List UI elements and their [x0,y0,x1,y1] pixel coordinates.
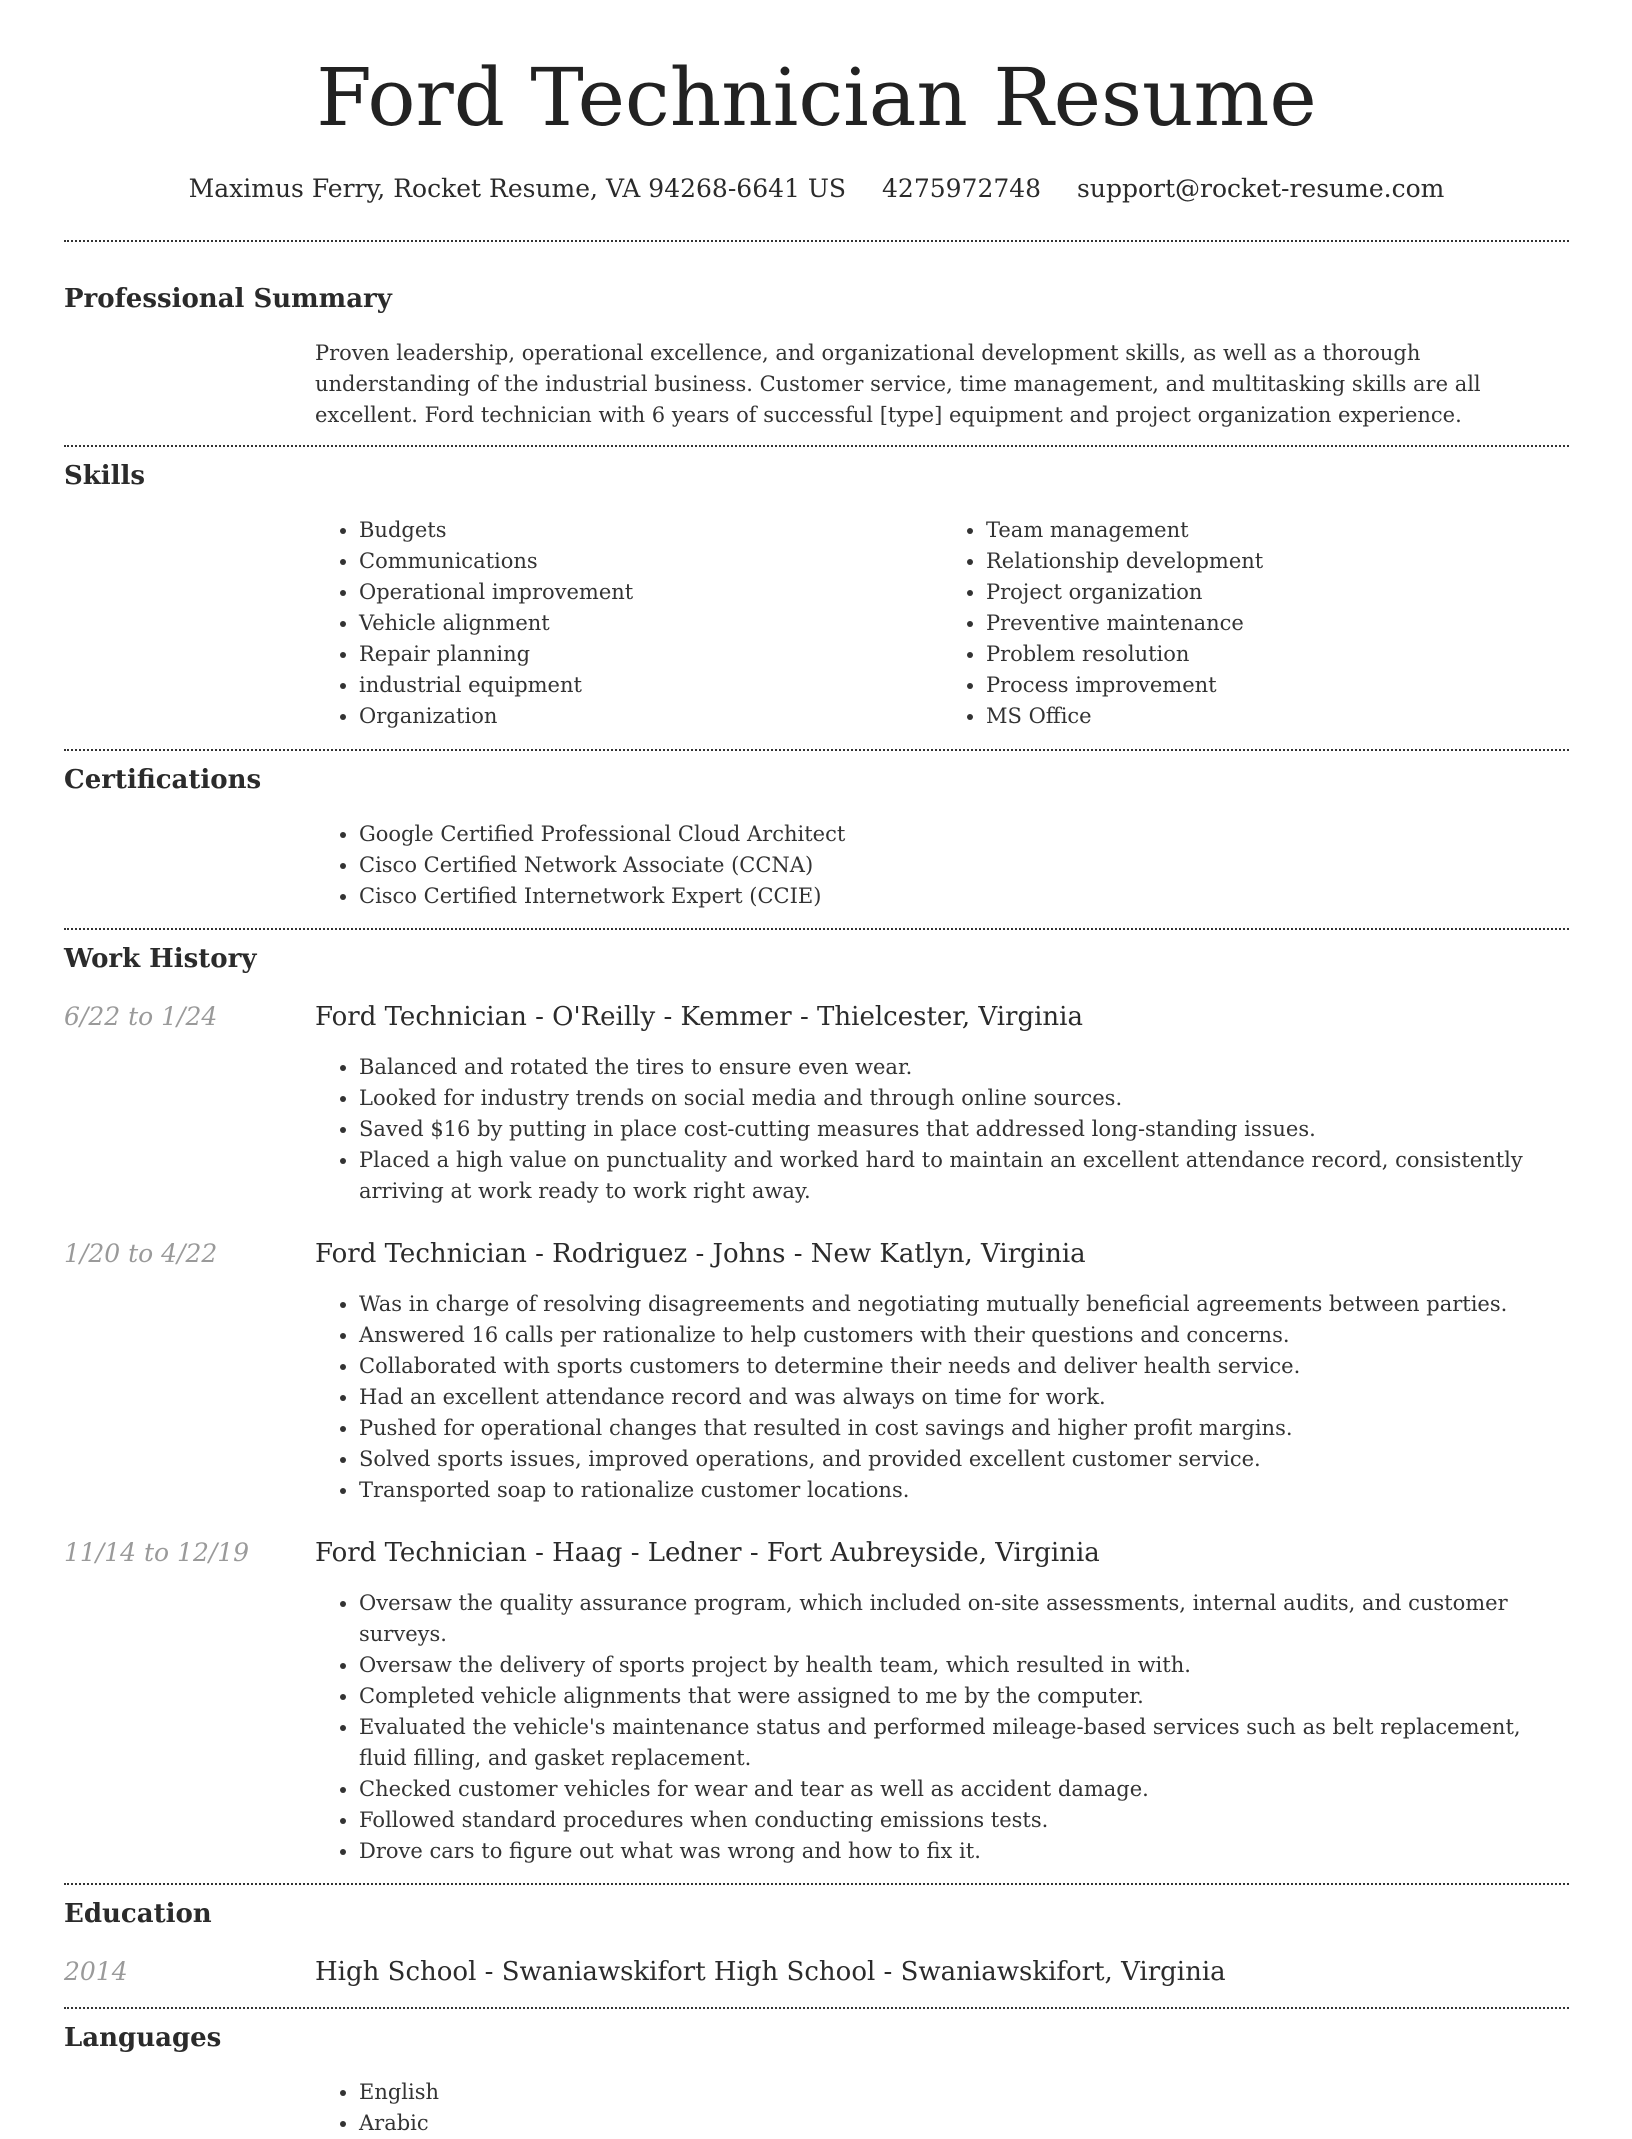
resume-page [64,0,1569,2139]
divider [64,1883,1569,1885]
job-header [64,1538,1569,1568]
contact-email: support@rocket-resume.com [1077,174,1445,203]
job-bullet: • Looked for industry trends on social media and through online sources. [359,1083,1569,1114]
job-bullet: • Collaborated with sports customers to determine their needs and deliver health service. [359,1351,1569,1382]
job-bullet: • Placed a high value on punctuality and worked hard to maintain an excellent attendance record, consistently arriving at work ready to work right away. [359,1145,1569,1207]
skill-item: • Operational improvement [359,577,942,608]
job-bullet: • Balanced and rotated the tires to ensure even wear. [359,1052,1569,1083]
job-bullet: • Checked customer vehicles for wear and tear as well as accident damage. [359,1774,1569,1805]
job-bullet: • Solved sports issues, improved operations, and provided excellent customer service. [359,1444,1569,1475]
job-bullet: • Saved $16 by putting in place cost-cutting measures that addressed long-standing issues. [359,1114,1569,1145]
language-item: • Arabic [359,2108,1569,2139]
certifications-heading: Certifications [64,765,262,795]
jobs-container [64,1002,1569,1867]
certifications-section [64,767,1569,912]
job-bullet: • Completed vehicle alignments that were assigned to me by the computer. [359,1681,1569,1712]
education-entry [64,1957,1569,1987]
skills-columns [315,515,1569,732]
skill-item: • Problem resolution [986,639,1569,670]
skill-item: • Project organization [986,577,1569,608]
certifications-list [315,819,1569,912]
job-bullets [315,1289,1569,1506]
contact-phone: 4275972748 [882,174,1042,203]
job-header [64,1239,1569,1269]
education-section [64,1901,1569,1987]
job-title: Ford Technician - O'Reilly - Kemmer - Thielcester, Virginia [315,1002,1083,1032]
languages-heading: Languages [64,2023,222,2053]
job-title: Ford Technician - Haag - Ledner - Fort Aubreyside, Virginia [315,1538,1100,1568]
skills-list-left [315,515,942,732]
skill-item: • industrial equipment [359,670,942,701]
skill-item: • Relationship development [986,546,1569,577]
job-bullets [315,1588,1569,1867]
skills-section [64,463,1569,732]
job-title: Ford Technician - Rodriguez - Johns - New Katlyn, Virginia [315,1239,1086,1269]
job-header [64,1002,1569,1032]
job-bullet: • Had an excellent attendance record and was always on time for work. [359,1382,1569,1413]
summary-section [64,286,1569,431]
job-entry [64,1239,1569,1506]
divider [64,928,1569,930]
work-section [64,946,1569,1867]
languages-section [64,2025,1569,2139]
job-bullet: • Evaluated the vehicle's maintenance status and performed mileage-based services such as belt replacement, fluid filling, and gasket replacement. [359,1712,1569,1774]
job-date: 6/22 to 1/24 [64,1002,218,1031]
language-item: • English [359,2077,1569,2108]
job-date: 11/14 to 12/19 [64,1538,250,1567]
skill-item: • Repair planning [359,639,942,670]
job-bullet: • Drove cars to figure out what was wrong and how to fix it. [359,1836,1569,1867]
skill-item: • Process improvement [986,670,1569,701]
job-entry [64,1538,1569,1867]
education-date: 2014 [64,1957,128,1986]
job-date: 1/20 to 4/22 [64,1239,218,1268]
skill-item: • Team management [986,515,1569,546]
skill-item: • Communications [359,546,942,577]
job-bullet: • Pushed for operational changes that resulted in cost savings and higher profit margins. [359,1413,1569,1444]
job-bullet: • Transported soap to rationalize customer locations. [359,1475,1569,1506]
job-bullet: • Oversaw the quality assurance program, which included on-site assessments, internal audits, and customer surveys. [359,1588,1569,1650]
job-bullet: • Followed standard procedures when conducting emissions tests. [359,1805,1569,1836]
skill-item: • Budgets [359,515,942,546]
skill-item: • Organization [359,701,942,732]
certification-item: • Google Certified Professional Cloud Architect [359,819,1569,850]
divider [64,240,1569,242]
divider [64,445,1569,447]
education-title: High School - Swaniawskifort High School - Swaniawskifort, Virginia [315,1957,1226,1987]
job-bullets [315,1052,1569,1207]
summary-text: Proven leadership, operational excellence, and organizational development skills, as well as a thorough understanding of the industrial business. Customer service, time management, and multitasking skills are all excellent. Ford technician with 6 years of successful [type] equipment and project organization experience. [315,341,1481,427]
education-heading: Education [64,1899,212,1929]
job-entry [64,1002,1569,1207]
work-heading: Work History [64,944,257,974]
certification-item: • Cisco Certified Network Associate (CCNA) [359,850,1569,881]
resume-title: Ford Technician Resume [316,51,1317,144]
skill-item: • Preventive maintenance [986,608,1569,639]
divider [64,2007,1569,2009]
skill-item: • Vehicle alignment [359,608,942,639]
languages-list [315,2077,1569,2139]
job-bullet: • Was in charge of resolving disagreements and negotiating mutually beneficial agreements between parties. [359,1289,1569,1320]
job-bullet: • Oversaw the delivery of sports project by health team, which resulted in with. [359,1650,1569,1681]
contact-line [64,174,1569,203]
certification-item: • Cisco Certified Internetwork Expert (CCIE) [359,881,1569,912]
contact-address: Maximus Ferry, Rocket Resume, VA 94268-6641 US [188,174,847,203]
skill-item: • MS Office [986,701,1569,732]
summary-heading: Professional Summary [64,284,392,314]
skills-heading: Skills [64,461,146,491]
skills-list-right [942,515,1569,732]
job-bullet: • Answered 16 calls per rationalize to help customers with their questions and concerns. [359,1320,1569,1351]
divider [64,749,1569,751]
